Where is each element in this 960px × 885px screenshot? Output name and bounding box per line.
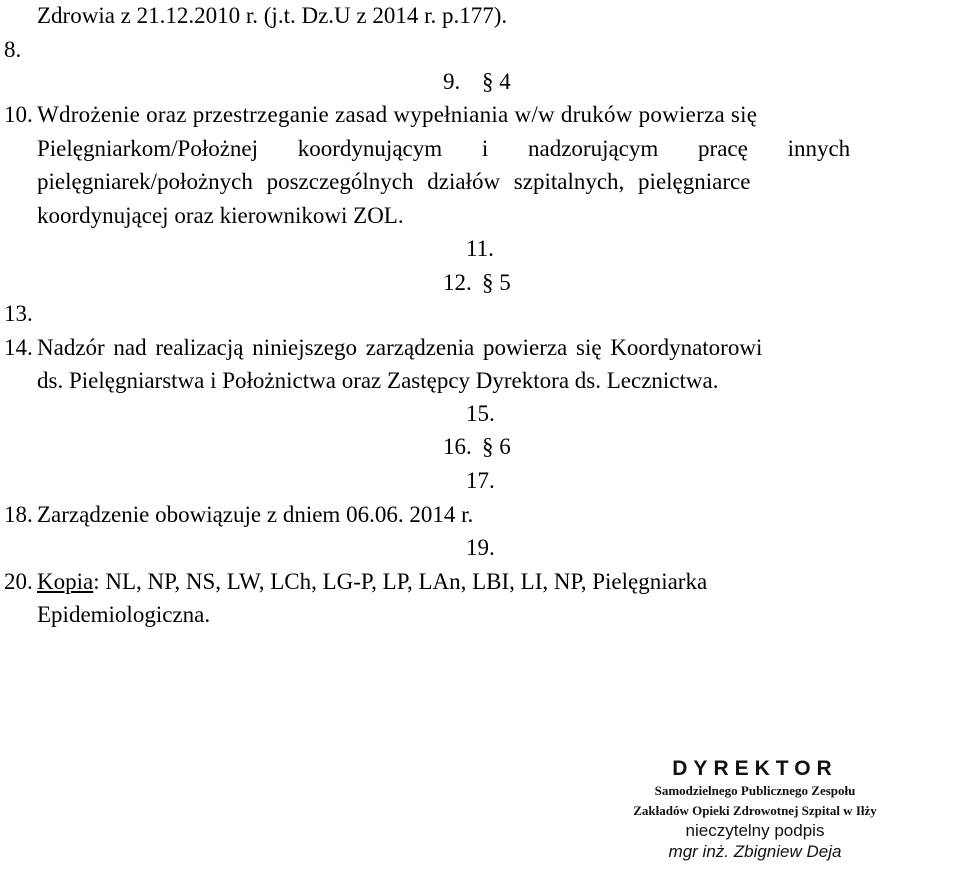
section-heading-6: § 6 bbox=[482, 434, 511, 459]
item-number-18: 18. bbox=[4, 502, 33, 527]
stamp-org-line-1: Samodzielnego Publicznego Zespołu bbox=[654, 783, 856, 798]
item-10-line-2 bbox=[37, 137, 955, 160]
item-number-13: 13. bbox=[4, 301, 33, 326]
item-number-19: 19. bbox=[466, 535, 495, 560]
item-10-line-2-text: Pielęgniarkom/Położnej koordynującym i nadzorującym pracę innych bbox=[37, 136, 851, 161]
item-10-line-3: pielęgniarek/położnych poszczególnych działów szpitalnych, pielęgniarce bbox=[37, 169, 751, 194]
item-number-20: 20. bbox=[4, 569, 33, 594]
item-number-16: 16. bbox=[443, 434, 472, 459]
section-heading-4: § 4 bbox=[482, 69, 511, 94]
item-18-text: Zarządzenie obowiązuje z dniem 06.06. 2014 r. bbox=[37, 502, 474, 527]
item-number-10: 10. bbox=[4, 102, 33, 127]
item-number-14: 14. bbox=[4, 335, 33, 360]
item-number-9: 9. bbox=[443, 69, 461, 94]
item-20-line-2: Epidemiologiczna. bbox=[37, 602, 211, 627]
item-number-15: 15. bbox=[466, 401, 495, 426]
director-stamp bbox=[610, 758, 900, 862]
item-number-17: 17. bbox=[466, 468, 495, 493]
item-14-line-1: Nadzór nad realizacją niniejszego zarządzenia powierza się Koordynatorowi bbox=[37, 335, 763, 360]
item-number-12: 12. bbox=[443, 270, 472, 295]
item-10-line-1: Wdrożenie oraz przestrzeganie zasad wypełniania w/w druków powierza się bbox=[37, 102, 758, 127]
item-number-8: 8. bbox=[4, 37, 22, 62]
section-heading-5: § 5 bbox=[482, 270, 511, 295]
kopia-recipients: : NL, NP, NS, LW, LCh, LG-P, LP, LAn, LBI, LI, NP, Pielęgniarka bbox=[93, 569, 708, 594]
item-20-line-1 bbox=[37, 570, 707, 593]
document-intro-line: Zdrowia z 21.12.2010 r. (j.t. Dz.U z 2014 r. p.177). bbox=[37, 3, 508, 28]
item-10-line-4: koordynującej oraz kierownikowi ZOL. bbox=[37, 203, 404, 228]
stamp-signature-note: nieczytelny podpis bbox=[685, 821, 825, 841]
stamp-org-line-2: Zakładów Opieki Zdrowotnej Szpital w Iłży bbox=[633, 802, 877, 818]
stamp-signatory-name: mgr inż. Zbigniew Deja bbox=[668, 841, 842, 861]
stamp-title: DYREKTOR bbox=[672, 757, 838, 780]
item-number-11: 11. bbox=[466, 236, 494, 261]
item-14-line-2: ds. Pielęgniarstwa i Położnictwa oraz Zastępcy Dyrektora ds. Lecznictwa. bbox=[37, 368, 719, 393]
kopia-label: Kopia bbox=[37, 569, 94, 594]
